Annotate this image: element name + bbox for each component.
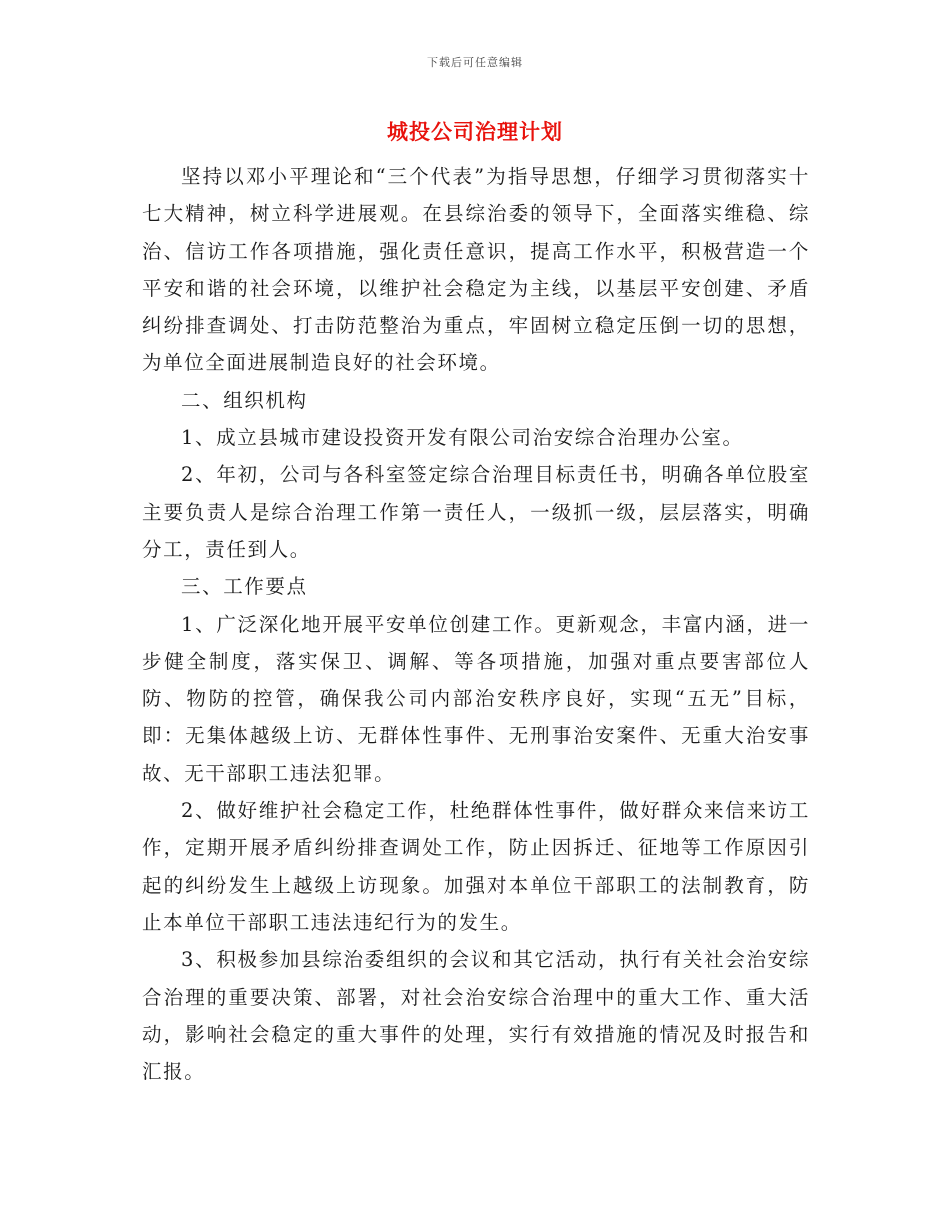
paragraph-key-point-1: 1、广泛深化地开展平安单位创建工作。更新观念，丰富内涵，进一步健全制度，落实保卫、调解、等各项措施，加强对重点要害部位人防、物防的控管，确保我公司内部治安秩序良好，实现“五无”目标，即：无集体越级上访、无群体性事件、无刑事治安案件、无重大治安事故、无干部职工违法犯罪。	[142, 612, 810, 785]
paragraph-organization-2: 2、年初，公司与各科室签定综合治理目标责任书，明确各单位股室主要负责人是综合治理工作第一责任人，一级抓一级，层层落实，明确分工，责任到人。	[142, 463, 810, 561]
header-note: 下载后可任意编辑	[427, 56, 523, 69]
paragraph-key-point-2: 2、做好维护社会稳定工作，杜绝群体性事件，做好群众来信来访工作，定期开展矛盾纠纷排查调处工作，防止因拆迁、征地等工作原因引起的纠纷发生上越级上访现象。加强对本单位干部职工的法制教育，防止本单位干部职工违法违纪行为的发生。	[142, 799, 810, 934]
paragraph-organization-1: 1、成立县城市建设投资开发有限公司治安综合治理办公室。	[181, 426, 744, 450]
section-heading-key-points: 三、工作要点	[181, 575, 308, 599]
document-body	[142, 158, 810, 1090]
paragraph-key-point-3: 3、积极参加县综治委组织的会议和其它活动，执行有关社会治安综合治理的重要决策、部署，对社会治安综合治理中的重大工作、重大活动，影响社会稳定的重大事件的处理，实行有效措施的情况及时报告和汇报。	[142, 948, 810, 1084]
paragraph-intro: 坚持以邓小平理论和“三个代表”为指导思想，仔细学习贯彻落实十七大精神，树立科学进展观。在县综治委的领导下，全面落实维稳、综治、信访工作各项措施，强化责任意识，提高工作水平，积极营造一个平安和谐的社会环境，以维护社会稳定为主线，以基层平安创建、矛盾纠纷排查调处、打击防范整治为重点，牢固树立稳定压倒一切的思想，为单位全面进展制造良好的社会环境。	[142, 165, 810, 375]
section-heading-organization: 二、组织机构	[181, 388, 308, 412]
document-title: 城投公司治理计划	[387, 120, 563, 144]
